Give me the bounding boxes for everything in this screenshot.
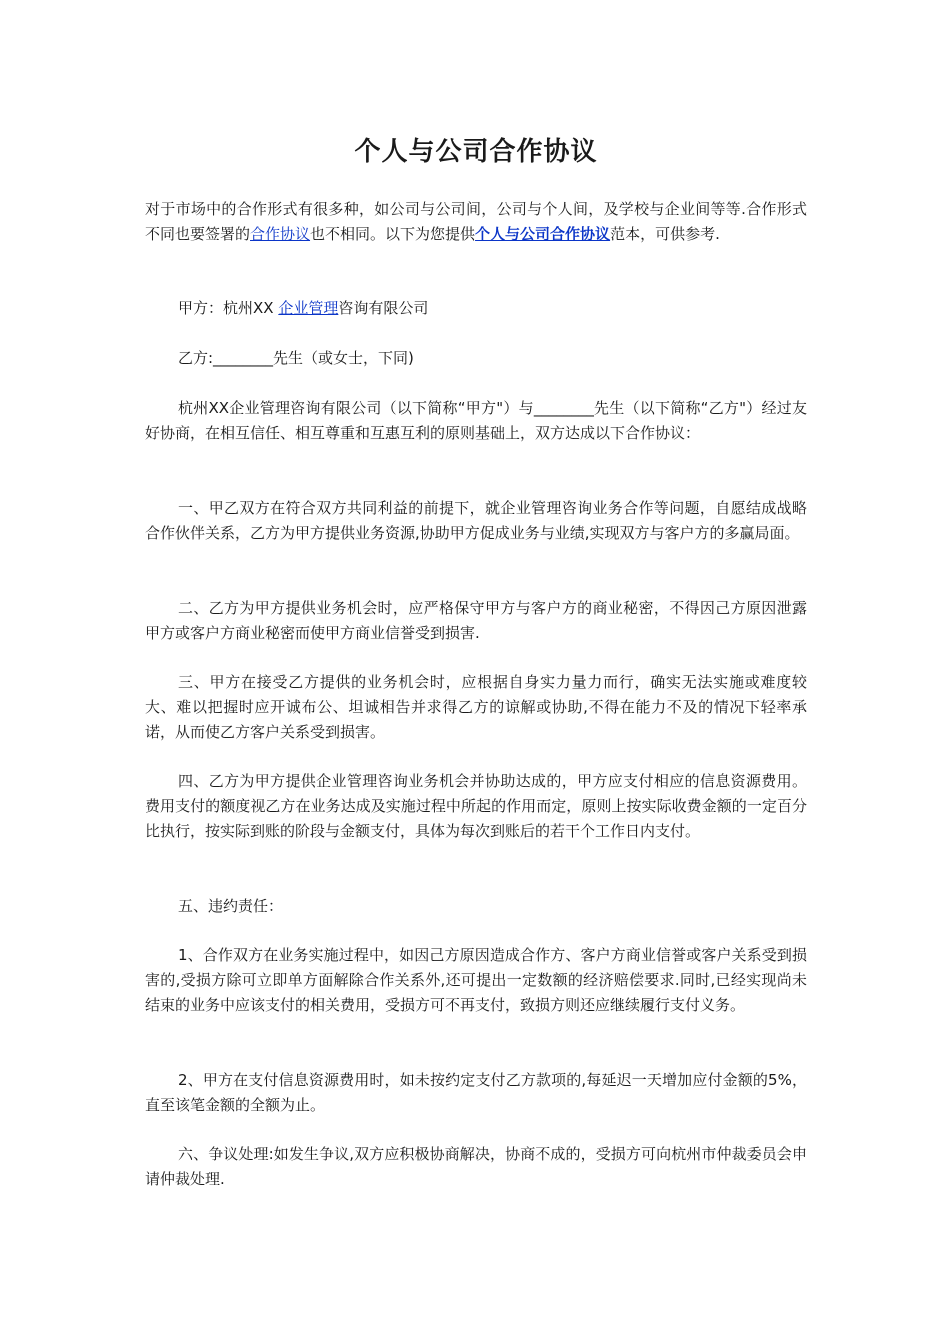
party-a-paragraph (145, 296, 807, 321)
clause-5-2-paragraph: 2、甲方在支付信息资源费用时，如未按约定支付乙方款项的,每延迟一天增加应付金额的5%，直至该笔金额的全额为止。 (145, 1071, 807, 1114)
party-b-paragraph: 乙方:________先生（或女士，下同) (178, 349, 414, 367)
party-a-text-2: 咨询有限公司 (338, 299, 429, 317)
intro-text-1: 对于市场中的合作形式有很多种，如公司与公司间，公司与个人间，及学校与企业间等等.合作形式不同也要签署的 (145, 200, 807, 243)
clause-4-paragraph: 四、乙方为甲方提供企业管理咨询业务机会并协助达成的，甲方应支付相应的信息资源费用。费用支付的额度视乙方在业务达成及实施过程中所起的作用而定，原则上按实际收费金额的一定百分比执行，按实际到账的阶段与金额支付，具体为每次到账后的若干个工作日内支付。 (145, 772, 807, 840)
intro-text-3: 范本，可供参考. (610, 224, 720, 243)
cooperation-agreement-link[interactable]: 合作协议 (250, 224, 311, 243)
clause-3-paragraph: 三、甲方在接受乙方提供的业务机会时，应根据自身实力量力而行，确实无法实施或难度较大、难以把握时应开诚布公、坦诚相告并求得乙方的谅解或协助,不得在能力不及的情况下轻率承诺，从而使乙方客户关系受到损害。 (145, 673, 807, 741)
preamble-paragraph: 杭州XX企业管理咨询有限公司（以下简称“甲方"）与________先生（以下简称“乙方"）经过友好协商，在相互信任、相互尊重和互惠互利的原则基础上，双方达成以下合作协议： (145, 399, 807, 442)
clause-6-paragraph: 六、争议处理:如发生争议,双方应积极协商解决，协商不成的，受损方可向杭州市仲裁委员会申请仲裁处理. (145, 1145, 807, 1188)
clause-1-paragraph: 一、甲乙双方在符合双方共同利益的前提下，就企业管理咨询业务合作等问题，自愿结成战略合作伙伴关系，乙方为甲方提供业务资源,协助甲方促成业务与业绩,实现双方与客户方的多赢局面。 (145, 499, 807, 542)
enterprise-management-link[interactable]: 企业管理 (278, 299, 339, 317)
document-title: 个人与公司合作协议 (354, 137, 598, 167)
party-a-text-1: 甲方：杭州XX (178, 299, 279, 317)
intro-text-2: 也不相同。以下为您提供 (310, 224, 476, 243)
clause-5-1-paragraph: 1、合作双方在业务实施过程中，如因己方原因造成合作方、客户方商业信誉或客户关系受到损害的,受损方除可立即单方面解除合作关系外,还可提出一定数额的经济赔偿要求.同时,已经实现尚未结束的业务中应该支付的相关费用，受损方可不再支付，致损方则还应继续履行支付义务。 (145, 946, 807, 1014)
personal-company-agreement-link[interactable]: 个人与公司合作协议 (475, 224, 611, 243)
intro-paragraph (145, 197, 807, 247)
clause-5-heading: 五、违约责任： (178, 897, 284, 915)
clause-2-paragraph: 二、乙方为甲方提供业务机会时，应严格保守甲方与客户方的商业秘密，不得因己方原因泄露甲方或客户方商业秘密而使甲方商业信誉受到损害. (145, 599, 807, 642)
